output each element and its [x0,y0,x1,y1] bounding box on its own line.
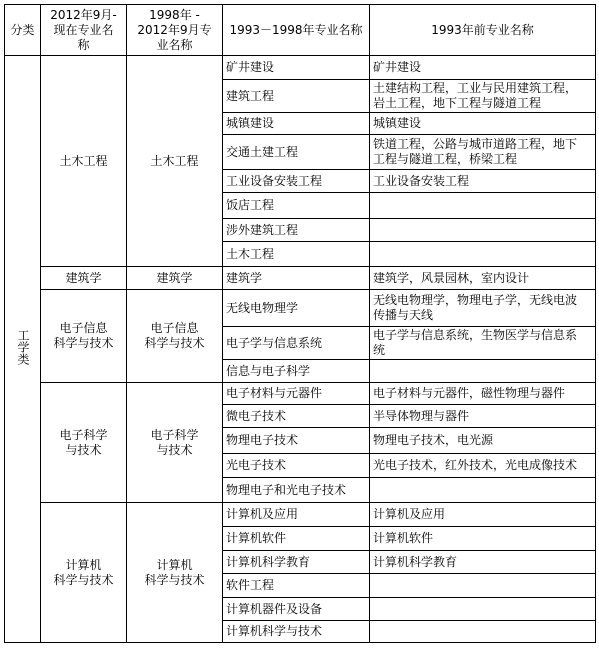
major-1993-1998-cell [223,193,370,219]
mid-major-text: 科学与技术 [144,572,205,587]
current-major-cell [41,290,127,383]
major-pre-1993-cell [370,219,596,242]
major-pre-1993-text: 传播与天线 [373,308,434,322]
major-pre-1993-cell [370,405,596,428]
major-1993-1998-text: 计算机软件 [226,531,287,545]
header-current: 2012年9月- 现在专业名 称 [41,5,127,56]
current-major-cell [41,503,127,643]
major-pre-1993-text: 统 [373,343,386,357]
major-pre-1993-text: 铁道工程，公路与城市道路工程，地下 [373,137,578,151]
major-1993-1998-text: 计算机科学教育 [226,554,311,569]
mid-major-cell [127,290,223,383]
major-1993-1998-cell [223,551,370,574]
mid-major-cell [127,383,223,503]
major-name-table [4,4,596,643]
major-1993-1998-text: 矿井建设 [226,60,275,74]
major-1993-1998-cell [223,598,370,621]
major-1993-1998-cell [223,383,370,405]
mid-major-text: 土木工程 [150,153,199,168]
major-pre-1993-text: 计算机及应用 [373,507,446,521]
major-pre-1993-text: 电子材料与元器件，磁性物理与器件 [373,386,566,400]
major-1993-1998-text: 电子材料与元器件 [226,386,323,400]
major-pre-1993-text: 工业设备安装工程 [373,173,470,188]
mid-major-cell [127,56,223,267]
mid-major-text: 科学与技术 [144,336,205,350]
mid-major-text: 建筑学 [156,270,193,285]
major-1993-1998-cell [223,80,370,113]
major-1993-1998-cell [223,56,370,80]
table-row [5,267,596,290]
major-1993-1998-text: 无线电物理学 [226,300,299,315]
current-major-text: 土木工程 [59,153,108,168]
major-pre-1993-cell [370,267,596,290]
major-1993-1998-cell [223,478,370,503]
header-mid: 1998年 - 2012年9月专 业名称 [127,5,223,56]
major-1993-1998-text: 信息与电子科学 [226,363,311,378]
major-pre-1993-cell [370,242,596,267]
major-1993-1998-text: 计算机科学与技术 [226,624,323,638]
major-1993-1998-text: 土木工程 [226,246,275,261]
major-pre-1993-text: 无线电物理学，物理电子学，无线电波 [373,293,578,307]
header-1993-1998: 1993－1998年专业名称 [223,5,370,56]
major-1993-1998-text: 软件工程 [226,578,275,592]
major-1993-1998-cell [223,135,370,170]
major-1993-1998-cell [223,360,370,383]
major-pre-1993-cell [370,598,596,621]
major-1993-1998-text: 光电子技术 [226,458,287,472]
current-major-cell [41,267,127,290]
table-row [5,290,596,327]
major-pre-1993-cell [370,503,596,527]
major-1993-1998-cell [223,621,370,643]
major-1993-1998-cell [223,267,370,290]
major-pre-1993-text: 物理电子技术，电光源 [373,433,494,447]
major-1993-1998-cell [223,242,370,267]
major-pre-1993-cell [370,193,596,219]
major-pre-1993-text: 岩土工程，地下工程与隧道工程 [373,96,542,110]
current-major-text: 科学与技术 [53,572,114,587]
major-pre-1993-cell [370,170,596,193]
major-pre-1993-cell [370,383,596,405]
major-1993-1998-text: 物理电子技术 [226,433,299,447]
major-1993-1998-text: 涉外建筑工程 [226,222,299,237]
header-category: 分类 [5,5,41,56]
category-cell [5,56,41,643]
major-pre-1993-text: 城镇建设 [373,116,422,130]
major-pre-1993-cell [370,56,596,80]
major-pre-1993-text: 半导体物理与器件 [373,408,470,423]
current-major-text: 与技术 [65,442,102,457]
mid-major-text: 与技术 [156,442,193,457]
major-1993-1998-cell [223,405,370,428]
category-label: 工学类 [16,329,30,365]
major-pre-1993-text: 建筑学，风景园林，室内设计 [373,270,530,285]
current-major-text: 建筑学 [65,270,102,285]
major-pre-1993-cell [370,574,596,598]
major-pre-1993-cell [370,527,596,551]
current-major-text: 科学与技术 [53,336,114,350]
mid-major-cell [127,503,223,643]
current-major-text: 电子科学 [59,427,108,442]
major-1993-1998-cell [223,428,370,454]
major-1993-1998-text: 建筑工程 [226,88,275,103]
current-major-text: 计算机 [65,557,102,572]
major-1993-1998-cell [223,219,370,242]
major-pre-1993-cell [370,551,596,574]
header-pre-1993: 1993年前专业名称 [370,5,596,56]
major-1993-1998-cell [223,290,370,327]
major-1993-1998-cell [223,454,370,478]
table-body [5,56,596,643]
major-1993-1998-cell [223,527,370,551]
current-major-text: 电子信息 [59,321,108,335]
major-1993-1998-text: 物理电子和光电子技术 [226,482,347,497]
major-1993-1998-cell [223,503,370,527]
mid-major-text: 电子科学 [150,427,199,442]
major-1993-1998-text: 计算机及应用 [226,507,299,521]
major-pre-1993-cell [370,478,596,503]
major-1993-1998-cell [223,574,370,598]
current-major-cell [41,383,127,503]
mid-major-text: 计算机 [156,557,193,572]
major-1993-1998-text: 饭店工程 [226,198,275,212]
major-pre-1993-cell [370,360,596,383]
major-1993-1998-text: 计算机器件及设备 [226,601,323,616]
major-pre-1993-text: 计算机软件 [373,531,434,545]
major-pre-1993-cell [370,621,596,643]
major-pre-1993-text: 土建结构工程，工业与民用建筑工程， [373,81,578,95]
major-pre-1993-text: 工程与隧道工程，桥梁工程 [373,152,518,166]
mid-major-cell [127,267,223,290]
major-pre-1993-cell [370,135,596,170]
major-pre-1993-text: 计算机科学教育 [373,554,458,569]
major-1993-1998-text: 工业设备安装工程 [226,173,323,188]
mid-major-text: 电子信息 [150,321,199,335]
major-pre-1993-cell [370,327,596,360]
major-1993-1998-cell [223,113,370,135]
major-pre-1993-cell [370,113,596,135]
major-1993-1998-text: 建筑学 [226,270,263,285]
major-1993-1998-text: 微电子技术 [226,408,287,423]
major-pre-1993-cell [370,290,596,327]
major-pre-1993-cell [370,454,596,478]
major-1993-1998-cell [223,327,370,360]
major-1993-1998-text: 电子学与信息系统 [226,335,323,350]
table-row [5,56,596,80]
header-row [5,5,596,56]
major-pre-1993-text: 矿井建设 [373,60,422,74]
major-pre-1993-text: 电子学与信息系统，生物医学与信息系 [373,328,578,342]
major-1993-1998-text: 交通土建工程 [226,144,299,159]
major-pre-1993-text: 光电子技术，红外技术，光电成像技术 [373,458,578,472]
current-major-cell [41,56,127,267]
major-1993-1998-cell [223,170,370,193]
table-row [5,503,596,527]
major-pre-1993-cell [370,80,596,113]
major-1993-1998-text: 城镇建设 [226,116,275,130]
major-pre-1993-cell [370,428,596,454]
table-row [5,383,596,405]
